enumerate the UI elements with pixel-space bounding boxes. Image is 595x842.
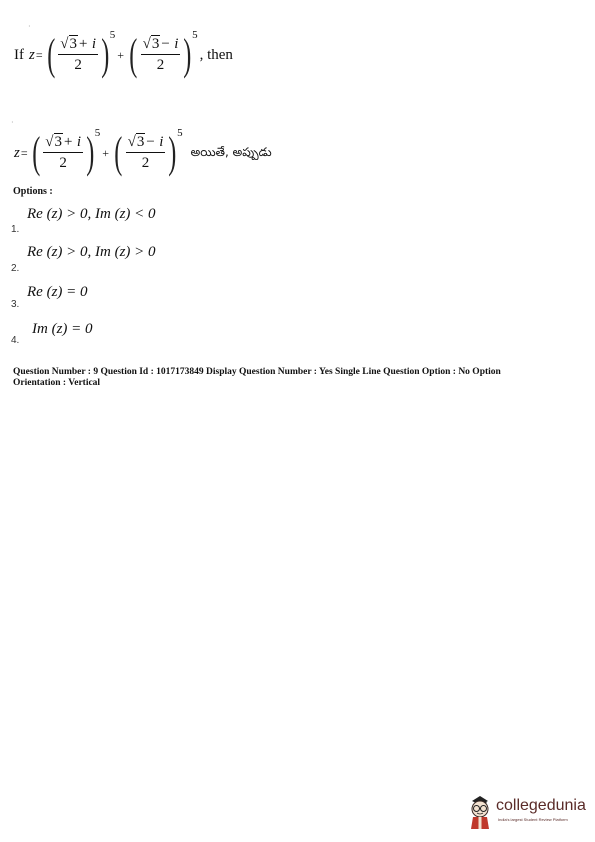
numerator-rest: − i <box>160 36 179 52</box>
options-heading: Options : <box>13 186 53 197</box>
left-paren: ( <box>46 30 55 79</box>
fraction-1: $\frac{√3+ i}{2}$ <box>60 36 97 73</box>
question-intro: If <box>14 46 24 63</box>
mascot-icon <box>466 793 494 831</box>
denominator: 2 <box>59 155 67 171</box>
right-paren: ) <box>183 30 192 79</box>
fraction-1: $\frac{√3+ i}{2}$ <box>45 134 82 171</box>
numerator-rest: − i <box>145 134 164 150</box>
logo-name: collegedunia <box>496 797 586 814</box>
variable-z: z <box>14 144 20 161</box>
plus-sign: + <box>117 47 124 62</box>
option-3[interactable] <box>0 282 300 318</box>
option-4-text: Im (z) = 0 <box>32 321 93 337</box>
numerator-rest: + i <box>78 36 97 52</box>
option-3-number: 3. <box>11 299 20 310</box>
exponent: 5 <box>109 29 116 41</box>
option-1-number: 1. <box>11 224 20 235</box>
left-paren: ( <box>129 30 138 79</box>
right-paren: ) <box>86 128 95 177</box>
stray-dot: · <box>11 118 14 127</box>
option-4[interactable] <box>0 318 300 354</box>
variable-z: z <box>29 46 35 63</box>
collegedunia-logo[interactable] <box>466 793 591 831</box>
denominator: 2 <box>156 57 165 73</box>
radicand: 3 <box>69 36 78 52</box>
equals-sign: = <box>35 47 43 62</box>
option-4-number: 4. <box>11 335 20 346</box>
fraction-2: $\frac{√3- i}{2}$ <box>127 134 164 171</box>
question-english <box>14 30 233 80</box>
plus-sign: + <box>102 145 109 160</box>
stray-dot: · <box>28 22 31 31</box>
question-telugu <box>14 128 272 178</box>
left-paren: ( <box>114 128 123 177</box>
left-paren: ( <box>31 128 40 177</box>
question-meta <box>13 367 553 389</box>
question-meta-line-1: Question Number : 9 Question Id : 1017173849 Display Question Number : Yes Single Line Question Option : No Option <box>13 367 501 377</box>
option-1[interactable] <box>0 203 300 239</box>
option-2[interactable] <box>0 241 300 277</box>
exponent: 5 <box>192 29 198 41</box>
option-1-text: Re (z) > 0, Im (z) < 0 <box>27 206 156 222</box>
then-text: , then <box>199 46 233 63</box>
exponent: 5 <box>94 127 101 139</box>
numerator-rest: + i <box>63 134 82 150</box>
question-meta-line-2: Orientation : Vertical <box>13 378 101 388</box>
radicand: 3 <box>54 134 63 150</box>
exponent: 5 <box>177 127 183 139</box>
radicand: 3 <box>151 36 160 52</box>
right-paren: ) <box>168 128 177 177</box>
denominator: 2 <box>74 57 82 73</box>
logo-tagline: India's largest Student Review Platform <box>498 817 568 822</box>
fraction-2: $\frac{√3- i}{2}$ <box>142 36 179 73</box>
option-2-text: Re (z) > 0, Im (z) > 0 <box>27 244 156 260</box>
option-3-text: Re (z) = 0 <box>27 284 88 300</box>
equals-sign: = <box>20 145 28 160</box>
telugu-then-text: అయితే, అప్పుడు <box>190 144 272 159</box>
denominator: 2 <box>141 155 150 171</box>
right-paren: ) <box>101 30 110 79</box>
option-2-number: 2. <box>11 263 20 274</box>
radicand: 3 <box>136 134 145 150</box>
